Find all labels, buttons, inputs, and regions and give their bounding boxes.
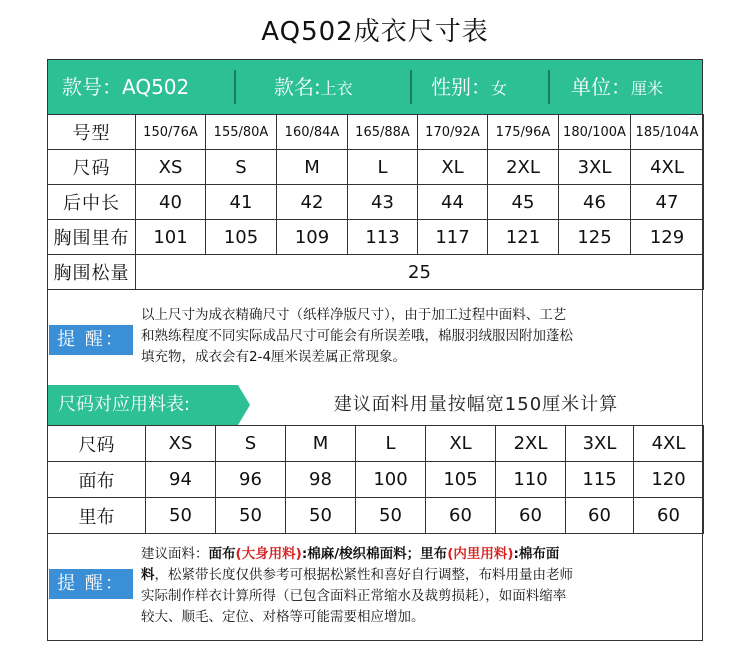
reminder-line — [141, 544, 701, 565]
table-cell: 60 — [496, 498, 566, 534]
table-cell: S — [216, 426, 286, 462]
lining-type-end: 料 — [141, 567, 155, 583]
table-cell: 50 — [216, 498, 286, 534]
table-cell: 50 — [146, 498, 216, 534]
lining-note: (内里用料) — [447, 546, 514, 562]
table-cell: 44 — [418, 185, 488, 220]
table-cell: 3XL — [566, 426, 634, 462]
style-number: 款号：AQ502 — [62, 75, 190, 99]
table-cell: 42 — [277, 185, 348, 220]
fabric-section-title: 尺码对应用料表: — [48, 385, 238, 425]
table-cell: 40 — [136, 185, 206, 220]
style-name-label: 款名: — [274, 75, 321, 99]
table-cell: 60 — [426, 498, 496, 534]
page-title: AQ502成衣尺寸表 — [261, 17, 489, 47]
size-table-row — [48, 150, 704, 185]
row-label: 号型 — [48, 115, 136, 150]
row-label: 尺码 — [48, 426, 146, 462]
gender — [431, 60, 507, 114]
table-cell: XS — [136, 150, 206, 185]
fabric-table — [47, 425, 704, 534]
fabric-table-row — [48, 426, 704, 462]
table-cell: 46 — [559, 185, 631, 220]
table-cell: M — [286, 426, 356, 462]
table-cell: XL — [418, 150, 488, 185]
style-name — [274, 60, 353, 114]
size-table-row — [48, 185, 704, 220]
table-cell: 47 — [631, 185, 704, 220]
outer-fabric-type: :棉麻/梭织棉面料；里布 — [301, 546, 448, 562]
reminder-line: 以上尺寸为成衣精确尺寸（纸样净版尺寸），由于加工过程中面料、工艺 — [141, 307, 567, 323]
table-cell: 101 — [136, 220, 206, 255]
table-cell: 60 — [634, 498, 704, 534]
table-cell: M — [277, 150, 348, 185]
table-cell: 120 — [634, 462, 704, 498]
table-cell: 110 — [496, 462, 566, 498]
row-label: 里布 — [48, 498, 146, 534]
reminder-line: 和熟练程度不同实际成品尺寸可能会有所误差哦，棉服羽绒服因附加蓬松 — [141, 328, 573, 344]
outer-fabric-label: 面布 — [208, 546, 236, 562]
unit-label: 单位： — [571, 75, 631, 99]
unit — [571, 60, 663, 114]
table-cell: 4XL — [634, 426, 704, 462]
outer-fabric-note: (大身用料) — [235, 546, 302, 562]
style-name-value: 上衣 — [320, 79, 353, 98]
table-cell: 41 — [206, 185, 277, 220]
reminder-line — [141, 565, 701, 586]
table-cell: 43 — [348, 185, 418, 220]
reminder-line: 填充物，成衣会有2-4厘米误差属正常现象。 — [141, 349, 407, 365]
lining-type: :棉布面 — [513, 546, 560, 562]
reminder-line: 较大、顺毛、定位、对格等可能需要相应增加。 — [141, 609, 425, 625]
reminder-line: 实际制作样衣计算所得（已包含面料正常缩水及裁剪损耗），如面料缩率 — [141, 588, 567, 604]
table-cell: 98 — [286, 462, 356, 498]
table-cell: 60 — [566, 498, 634, 534]
table-cell: 180/100A — [559, 115, 631, 150]
row-label: 面布 — [48, 462, 146, 498]
gender-label: 性别： — [431, 75, 491, 99]
header-divider — [234, 70, 236, 104]
table-cell: 170/92A — [418, 115, 488, 150]
unit-value: 厘米 — [631, 79, 664, 98]
table-cell: 3XL — [559, 150, 631, 185]
table-cell: 150/76A — [136, 115, 206, 150]
table-cell: 2XL — [488, 150, 559, 185]
table-cell: 4XL — [631, 150, 704, 185]
reminder-text — [141, 544, 701, 628]
table-cell: 125 — [559, 220, 631, 255]
table-cell: 100 — [356, 462, 426, 498]
table-cell: 50 — [356, 498, 426, 534]
reminder-badge: 提 醒： — [49, 569, 133, 599]
size-table — [47, 114, 704, 290]
reminder-line-text: ，松紧带长度仅供参考可根据松紧性和喜好自行调整，布料用量由老师 — [154, 567, 573, 583]
gender-value: 女 — [491, 79, 508, 98]
fabric-table-row — [48, 498, 704, 534]
table-cell: 175/96A — [488, 115, 559, 150]
table-cell: 105 — [426, 462, 496, 498]
size-table-row — [48, 220, 704, 255]
table-cell: L — [356, 426, 426, 462]
table-cell: 94 — [146, 462, 216, 498]
table-cell: 165/88A — [348, 115, 418, 150]
row-label: 胸围松量 — [48, 255, 136, 290]
table-cell: 105 — [206, 220, 277, 255]
fabric-table-row — [48, 462, 704, 498]
table-cell: 115 — [566, 462, 634, 498]
table-cell: 121 — [488, 220, 559, 255]
fabric-title-arrow — [238, 385, 250, 425]
fabric-width-note: 建议面料用量按幅宽150厘米计算 — [333, 394, 619, 415]
reminder-text — [141, 305, 701, 368]
table-cell: 25 — [136, 255, 704, 290]
fabric-header — [48, 385, 702, 425]
header-band — [48, 60, 702, 114]
table-cell: 45 — [488, 185, 559, 220]
size-table-row — [48, 255, 704, 290]
row-label: 后中长 — [48, 185, 136, 220]
table-cell: 109 — [277, 220, 348, 255]
reminder-badge: 提 醒： — [49, 325, 133, 355]
table-cell: 129 — [631, 220, 704, 255]
table-cell: 50 — [286, 498, 356, 534]
table-cell: 117 — [418, 220, 488, 255]
row-label: 胸围里布 — [48, 220, 136, 255]
table-cell: 2XL — [496, 426, 566, 462]
row-label: 尺码 — [48, 150, 136, 185]
table-cell: S — [206, 150, 277, 185]
fabric-suggest-label: 建议面料： — [141, 546, 209, 562]
table-cell: 113 — [348, 220, 418, 255]
table-cell: 155/80A — [206, 115, 277, 150]
table-cell: XS — [146, 426, 216, 462]
size-table-row — [48, 115, 704, 150]
table-cell: L — [348, 150, 418, 185]
table-cell: 185/104A — [631, 115, 704, 150]
table-cell: 96 — [216, 462, 286, 498]
header-divider — [548, 70, 550, 104]
header-divider — [410, 70, 412, 104]
table-cell: 160/84A — [277, 115, 348, 150]
table-cell: XL — [426, 426, 496, 462]
